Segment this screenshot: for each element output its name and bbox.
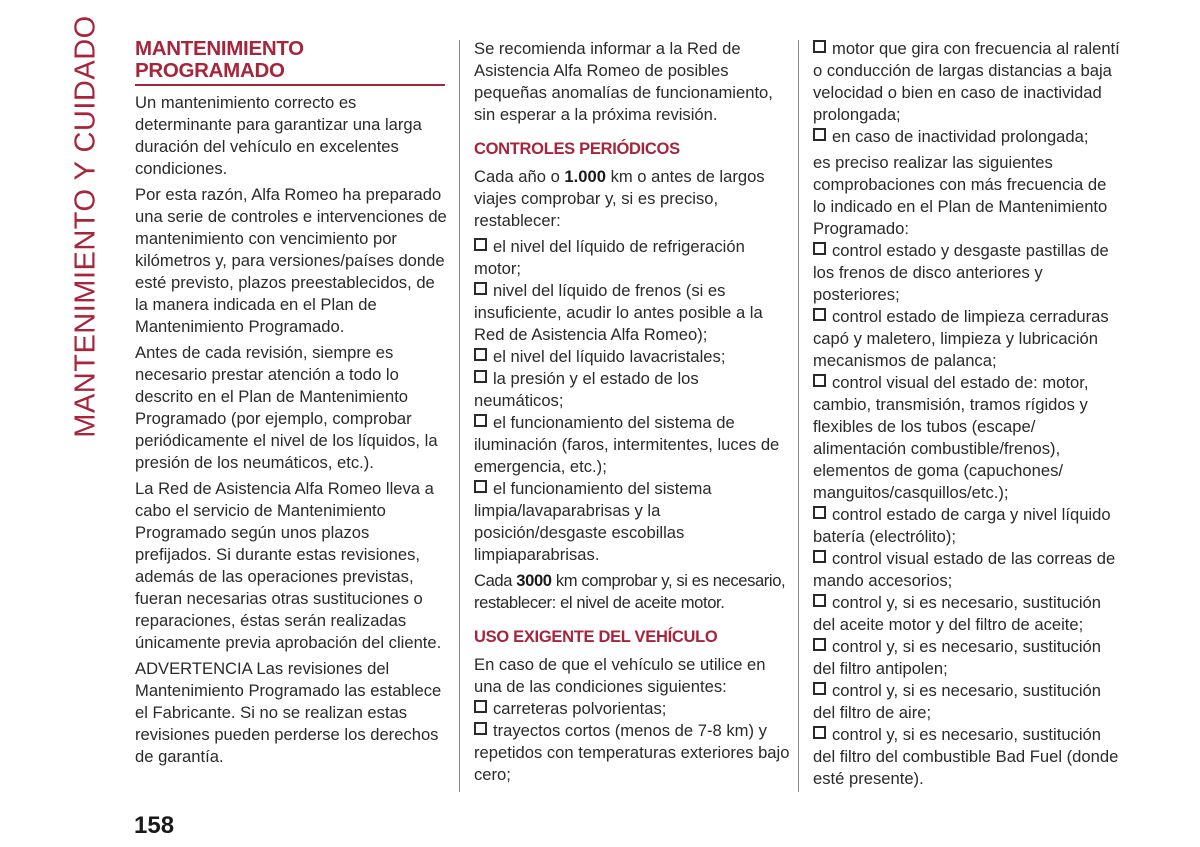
checkbox-icon — [813, 374, 826, 387]
check-item — [813, 372, 1121, 504]
checkbox-icon — [813, 128, 826, 141]
check-item — [474, 236, 792, 280]
column-3 — [813, 38, 1121, 790]
check-item — [813, 126, 1121, 148]
paragraph: La Red de Asistencia Alfa Romeo lleva a cabo el servicio de Mantenimiento Programado según unos plazos prefijados. Si durante estas revisiones, además de las operaciones previstas, fueran necesarias otras sustituciones o reparaciones, éstas serán realizadas únicamente previa aprobación del cliente. — [135, 479, 442, 652]
chapter-side-tab — [66, 14, 106, 438]
column-2 — [474, 38, 792, 786]
check-text: nivel del líquido de frenos (si es insuficiente, acudir lo antes posible a la Red de Asistencia Alfa Romeo); — [474, 281, 763, 344]
check-item — [474, 368, 792, 412]
section-title-line-1: MANTENIMIENTO — [135, 37, 304, 60]
checkbox-icon — [813, 308, 826, 321]
check-text: control visual del estado de: motor, cambio, transmisión, tramos rígidos y flexibles de los tubos (escape/ alimentación combustible/frenos), elementos de goma (capuchones/ manguitos/casquillos/etc.); — [813, 373, 1089, 502]
check-text: el funcionamiento del sistema limpia/lavaparabrisas y la posición/desgaste escobillas limpiaparabrisas. — [474, 479, 712, 564]
check-item — [813, 240, 1121, 306]
paragraph: Antes de cada revisión, siempre es necesario prestar atención a todo lo descrito en el Plan de Mantenimiento Programado (por ejemplo, comprobar periódicamente el nivel de los líquidos, la presión de los neumáticos, etc.). — [135, 343, 438, 472]
check-text: control estado de carga y nivel líquido batería (electrólito); — [813, 505, 1111, 546]
check-text: motor que gira con frecuencia al ralentí o conducción de largas distancias a baja velocidad o bien en caso de inactividad prolongada; — [813, 39, 1120, 124]
checkbox-icon — [474, 700, 487, 713]
paragraph: Un mantenimiento correcto es determinante para garantizar una larga duración del vehículo en excelentes condiciones. — [135, 93, 422, 178]
check-text: el nivel del líquido de refrigeración motor; — [474, 237, 745, 278]
text: km comprobar y, si es necesario, restablecer: el nivel de aceite motor. — [474, 571, 786, 612]
chapter-side-tab-label: MANTENIMIENTO Y CUIDADO — [69, 14, 102, 438]
text: Cada año o — [474, 167, 565, 186]
checkbox-icon — [813, 682, 826, 695]
interval-paragraph — [474, 166, 792, 232]
check-item — [813, 548, 1121, 592]
checkbox-icon — [474, 722, 487, 735]
check-text: control estado y desgaste pastillas de los frenos de disco anteriores y posteriores; — [813, 241, 1109, 304]
section-title-line-2: PROGRAMADO — [135, 59, 285, 82]
checkbox-icon — [813, 242, 826, 255]
checkbox-icon — [813, 550, 826, 563]
interval-paragraph — [474, 570, 792, 614]
check-item — [813, 306, 1121, 372]
checkbox-icon — [474, 282, 487, 295]
text: km o antes de largos viajes comprobar y, si es preciso, restablecer: — [474, 167, 765, 230]
check-item — [474, 720, 792, 786]
check-text: en caso de inactividad prolongada; — [832, 127, 1089, 146]
checkbox-icon — [474, 480, 487, 493]
checkbox-icon — [474, 348, 487, 361]
check-text: control visual estado de las correas de mando accesorios; — [813, 549, 1116, 590]
paragraph: Se recomienda informar a la Red de Asistencia Alfa Romeo de posibles pequeñas anomalías de funcionamiento, sin esperar a la próxima revisión. — [474, 39, 773, 124]
check-text: control y, si es necesario, sustitución del filtro de aire; — [813, 681, 1101, 722]
check-text: el nivel del líquido lavacristales; — [493, 347, 726, 366]
check-item — [474, 412, 792, 478]
km-value: 3000 — [516, 571, 552, 590]
column-1 — [135, 38, 450, 772]
paragraph: Por esta razón, Alfa Romeo ha preparado una serie de controles e intervenciones de mantenimiento con vencimiento por kilómetros y, para versiones/países donde esté previsto, plazos preestablecidos, de la manera indicada en el Plan de Mantenimiento Programado. — [135, 185, 447, 336]
subsection-title-controles: CONTROLES PERIÓDICOS — [474, 140, 680, 158]
km-value: 1.000 — [564, 167, 606, 186]
warning-paragraph: ADVERTENCIA Las revisiones del Mantenimiento Programado las establece el Fabricante. Si no se realizan estas revisiones pueden perderse los derechos de garantía. — [135, 659, 442, 766]
check-item — [813, 680, 1121, 724]
check-text: el funcionamiento del sistema de iluminación (faros, intermitentes, luces de emergencia, etc.); — [474, 413, 780, 476]
check-item — [813, 636, 1121, 680]
checkbox-icon — [813, 726, 826, 739]
check-item — [474, 280, 792, 346]
check-text: trayectos cortos (menos de 7-8 km) y repetidos con temperaturas exteriores bajo cero; — [474, 721, 790, 784]
column-divider — [798, 40, 799, 792]
checkbox-icon — [813, 506, 826, 519]
check-text: carreteras polvorientas; — [493, 699, 667, 718]
check-text: la presión y el estado de los neumáticos; — [474, 369, 699, 410]
check-item — [813, 724, 1121, 790]
checkbox-icon — [813, 40, 826, 53]
checkbox-icon — [813, 594, 826, 607]
paragraph: En caso de que el vehículo se utilice en una de las condiciones siguientes: — [474, 655, 766, 696]
check-text: control estado de limpieza cerraduras capó y maletero, limpieza y lubricación mecanismos de palanca; — [813, 307, 1109, 370]
check-text: control y, si es necesario, sustitución del filtro del combustible Bad Fuel (donde esté presente). — [813, 725, 1119, 788]
check-item — [474, 698, 792, 720]
checkbox-icon — [474, 238, 487, 251]
check-item — [474, 478, 792, 566]
checkbox-icon — [474, 370, 487, 383]
column-divider — [459, 40, 460, 792]
check-item — [813, 592, 1121, 636]
check-item — [813, 38, 1121, 126]
section-title — [135, 38, 445, 86]
subsection-title-uso-exigente: USO EXIGENTE DEL VEHÍCULO — [474, 628, 718, 646]
text: Cada — [474, 571, 517, 590]
check-text: control y, si es necesario, sustitución del filtro antipolen; — [813, 637, 1101, 678]
check-text: control y, si es necesario, sustitución del aceite motor y del filtro de aceite; — [813, 593, 1101, 634]
checkbox-icon — [474, 414, 487, 427]
check-item — [474, 346, 792, 368]
checkbox-icon — [813, 638, 826, 651]
page-number: 158 — [134, 812, 175, 839]
paragraph: es preciso realizar las siguientes comprobaciones con más frecuencia de lo indicado en el Plan de Mantenimiento Programado: — [813, 153, 1108, 238]
check-item — [813, 504, 1121, 548]
